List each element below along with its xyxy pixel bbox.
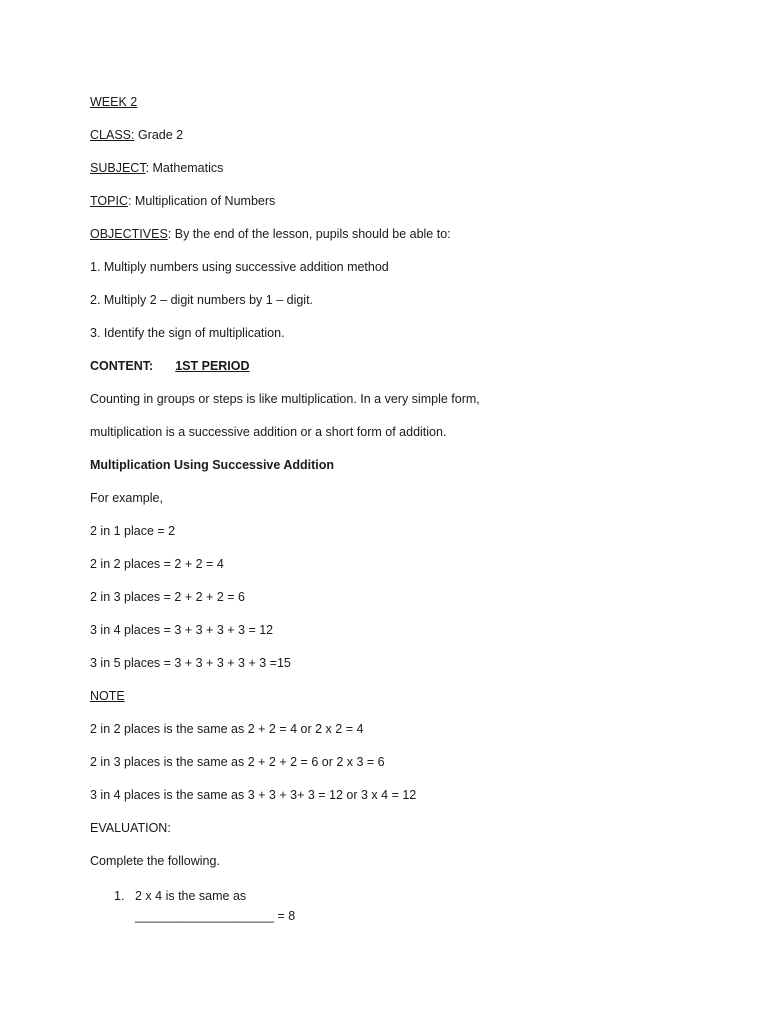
class-label: CLASS: — [90, 128, 135, 142]
objectives-line — [90, 226, 690, 259]
intro-paragraph-line: Counting in groups or steps is like multiplication. In a very simple form, — [90, 392, 480, 406]
document-page — [90, 94, 690, 926]
objective-item: 1. Multiply numbers using successive addition method — [90, 260, 389, 274]
for-example-text: For example, — [90, 491, 163, 505]
content-label: CONTENT: — [90, 359, 154, 373]
week-label: WEEK 2 — [90, 95, 138, 109]
example-item: 2 in 1 place = 2 — [90, 524, 176, 538]
note-label: NOTE — [90, 689, 125, 703]
example-item: 3 in 4 places = 3 + 3 + 3 + 3 = 12 — [90, 623, 274, 637]
subject-label: SUBJECT — [90, 161, 146, 175]
objectives-value: : By the end of the lesson, pupils should be able to: — [167, 227, 451, 241]
section-heading: Multiplication Using Successive Addition — [90, 458, 335, 472]
answer-blank: ____________________ = 8 — [135, 909, 296, 923]
topic-label: TOPIC — [90, 194, 128, 208]
content-line — [90, 358, 690, 391]
intro-paragraph-line: multiplication is a successive addition or a short form of addition. — [90, 425, 447, 439]
question-text: 2 x 4 is the same as — [135, 889, 247, 903]
note-item: 2 in 2 places is the same as 2 + 2 = 4 or 2 x 2 = 4 — [90, 722, 364, 736]
question-number: 1. — [114, 889, 125, 903]
topic-value: : Multiplication of Numbers — [127, 194, 276, 208]
objective-item: 2. Multiply 2 – digit numbers by 1 – digit. — [90, 293, 314, 307]
note-item: 3 in 4 places is the same as 3 + 3 + 3+ 3 = 12 or 3 x 4 = 12 — [90, 788, 417, 802]
evaluation-question-list — [90, 886, 690, 926]
example-item: 2 in 2 places = 2 + 2 = 4 — [90, 557, 224, 571]
example-item: 2 in 3 places = 2 + 2 + 2 = 6 — [90, 590, 245, 604]
subject-line — [90, 160, 690, 193]
evaluation-question — [90, 886, 690, 926]
objectives-label: OBJECTIVES — [90, 227, 168, 241]
class-value: Grade 2 — [134, 128, 184, 142]
topic-line — [90, 193, 690, 226]
class-line — [90, 127, 690, 160]
period-label: 1ST PERIOD — [175, 359, 250, 373]
example-item: 3 in 5 places = 3 + 3 + 3 + 3 + 3 =15 — [90, 656, 291, 670]
evaluation-instruction: Complete the following. — [90, 854, 220, 868]
note-heading — [90, 688, 690, 721]
subject-value: : Mathematics — [145, 161, 224, 175]
evaluation-heading: EVALUATION: — [90, 821, 171, 835]
note-item: 2 in 3 places is the same as 2 + 2 + 2 = 6 or 2 x 3 = 6 — [90, 755, 385, 769]
week-heading — [90, 94, 690, 127]
objective-item: 3. Identify the sign of multiplication. — [90, 326, 285, 340]
